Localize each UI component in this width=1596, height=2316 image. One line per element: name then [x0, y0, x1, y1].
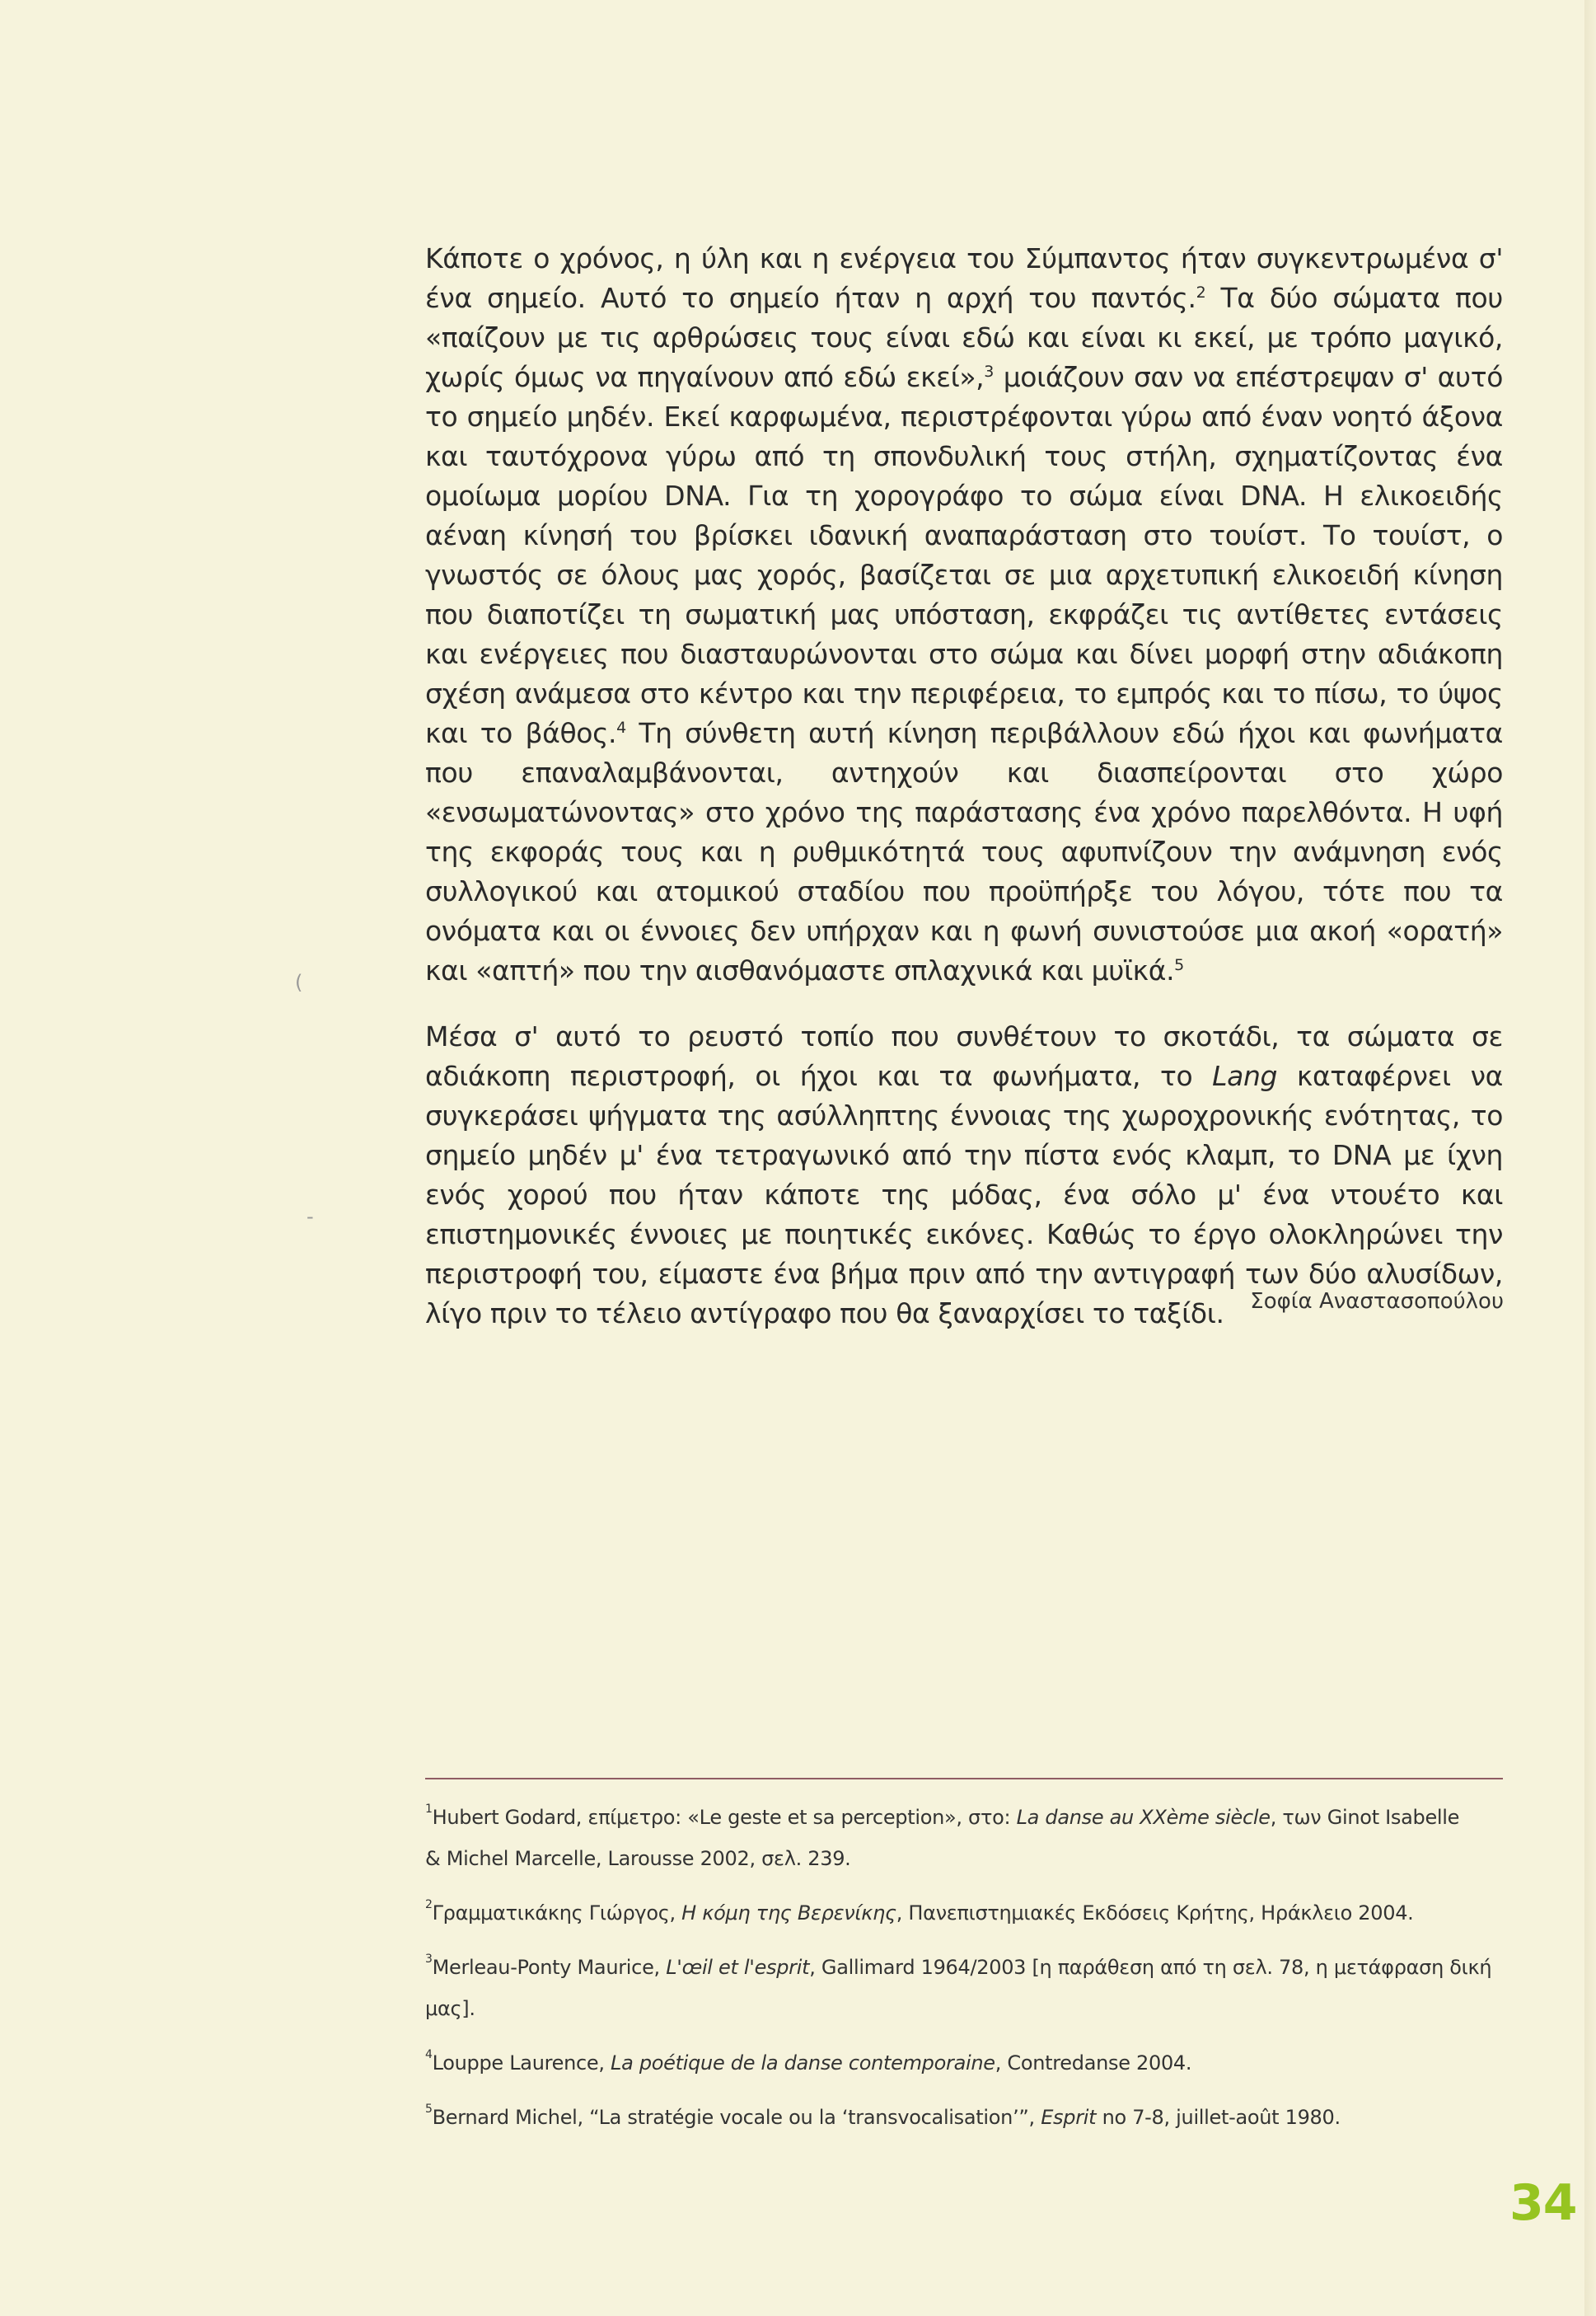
page-edge-shadow — [1584, 0, 1596, 2316]
page-number: 34 — [1509, 2174, 1577, 2232]
text-run: Κάποτε ο χρόνος, η ύλη και η ενέργεια του Σύμπαντος ήταν συγκεντρωμένα σ' ένα σημείο. Αυτό το σημείο ήταν η αρχή του παντός. — [425, 242, 1503, 314]
footnote-2 — [425, 1892, 1503, 1934]
footnote-ref: 4 — [616, 719, 626, 737]
footnote-text: , Πανεπιστημιακές Εκδόσεις Κρήτης, Ηράκλειο 2004. — [896, 1901, 1414, 1925]
footnote-text: , Contredanse 2004. — [995, 2051, 1192, 2075]
author-signature: Σοφία Αναστασοπούλου — [1250, 1289, 1504, 1314]
footnotes — [425, 1797, 1503, 2151]
text-run: καταφέρνει να συγκεράσει ψήγματα της ασύλληπτης έννοιας της χωροχρονικής ενότητας, το σημείο μηδέν μ' ένα τετραγωνικό από την πίστα ενός κλαμπ, το DNA με ίχνη ενός χορού που ήταν κάποτε της μόδας, ένα σόλο μ' ένα ντουέτο και επιστημονικές έννοιες με ποιητικές εικόνες. Καθώς το έργο ολοκληρώνει την περιστροφή του, είμαστε ένα βήμα πριν από την αντιγραφή των δύο αλυσίδων, λίγο πριν το τέλειο αντίγραφο που θα ξαναρχίσει το ταξίδι. — [425, 1060, 1503, 1329]
paragraph-1 — [425, 239, 1503, 991]
footnote-text: no 7-8, juillet-août 1980. — [1096, 2106, 1341, 2129]
footnote-ref: 5 — [1174, 956, 1184, 974]
footnote-title: La poétique de la danse contemporaine — [611, 2051, 995, 2075]
footnote-text: Hubert Godard, επίμετρο: «Le geste et sa perception», στο: — [432, 1806, 1017, 1829]
footnote-ref: 3 — [984, 363, 994, 381]
footnote-text: , Gallimard 1964/2003 [η παράθεση από τη σελ. 78, η μετάφραση δική μας]. — [425, 1956, 1492, 2020]
paragraph-2 — [425, 1017, 1503, 1334]
margin-mark: - — [307, 1205, 314, 1228]
footnote-4 — [425, 2042, 1503, 2084]
footnote-title: L'œil et l'esprit — [666, 1956, 810, 1979]
text-run: Τα δύο σώματα που «παίζουν με τις αρθρώσεις τους είναι εδώ και είναι κι εκεί, με τρόπο μαγικό, χωρίς όμως να πηγαίνουν από εδώ εκεί», — [425, 282, 1504, 393]
footnote-3 — [425, 1947, 1503, 2029]
footnote-text: Bernard Michel, “La stratégie vocale ou la ‘transvocalisation’”, — [432, 2106, 1041, 2129]
footnote-number: 5 — [425, 2103, 433, 2116]
footnote-5 — [425, 2097, 1503, 2138]
footnote-title: La danse au XXème siècle — [1016, 1806, 1271, 1829]
text-run: μοιάζουν σαν να επέστρεψαν σ' αυτό το σημείο μηδέν. Εκεί καρφωμένα, περιστρέφονται γύρω από έναν νοητό άξονα και ταυτόχρονα γύρω από τη σπονδυλική τους στήλη, σχηματίζοντας ένα ομοίωμα μορίου DNA. Για τη χορογράφο το σώμα είναι DNA. Η ελικοειδής αέναη κίνησή του βρίσκει ιδανική αναπαράσταση στο τουίστ. Το τουίστ, ο γνωστός σε όλους μας χορός, βασίζεται σε μια αρχετυπική ελικοειδή κίνηση που διαποτίζει τη σωματική μας υπόσταση, εκφράζει τις αντίθετες εντάσεις και ενέργειες που διασταυρώνονται στο σώμα και δίνει μορφή στην αδιάκοπη σχέση ανάμεσα στο κέντρο και την περιφέρεια, το εμπρός και το πίσω, το ύψος και το βάθος. — [425, 361, 1503, 749]
footnote-text: Merleau-Ponty Maurice, — [432, 1956, 667, 1979]
footnote-number: 4 — [425, 2048, 433, 2061]
text-run: Τη σύνθετη αυτή κίνηση περιβάλλουν εδώ ήχοι και φωνήματα που επαναλαμβάνονται, αντηχούν και διασπείρονται στο χώρο «ενσωματώνοντας» στο χρόνο της παράστασης ένα χρόνο παρελθόντα. Η υφή της εκφοράς τους και η ρυθμικότητά τους αφυπνίζουν την ανάμνηση ενός συλλογικού και ατομικού σταδίου που προϋπήρξε του λόγου, τότε που τα ονόματα και οι έννοιες δεν υπήρχαν και η φωνή συνιστούσε μια ακοή «ορατή» και «απτή» που την αισθανόμαστε σπλαχνικά και μυϊκά. — [425, 717, 1503, 987]
footnote-text: Louppe Laurence, — [432, 2051, 611, 2075]
footnote-title: Η κόμη της Βερενίκης — [681, 1901, 896, 1925]
text-run: Μέσα σ' αυτό το ρευστό τοπίο που συνθέτουν το σκοτάδι, τα σώματα σε αδιάκοπη περιστροφή, οι ήχοι και τα φωνήματα, το — [425, 1020, 1503, 1092]
margin-mark: ( — [295, 971, 303, 994]
footnote-title: Esprit — [1041, 2106, 1097, 2129]
footnote-number: 3 — [425, 1953, 433, 1966]
footnote-number: 2 — [425, 1898, 433, 1911]
footnote-ref: 2 — [1196, 284, 1206, 302]
footnote-text: , των Ginot Isabelle — [1270, 1806, 1460, 1829]
footnote-text: Γραμματικάκης Γιώργος, — [432, 1901, 682, 1925]
footnote-1 — [425, 1797, 1503, 1879]
footnote-divider — [425, 1778, 1503, 1779]
footnote-text: & Michel Marcelle, Larousse 2002, σελ. 239. — [425, 1847, 851, 1870]
footnote-number: 1 — [425, 1803, 433, 1816]
main-text — [425, 239, 1503, 1334]
work-title: Lang — [1212, 1060, 1278, 1092]
